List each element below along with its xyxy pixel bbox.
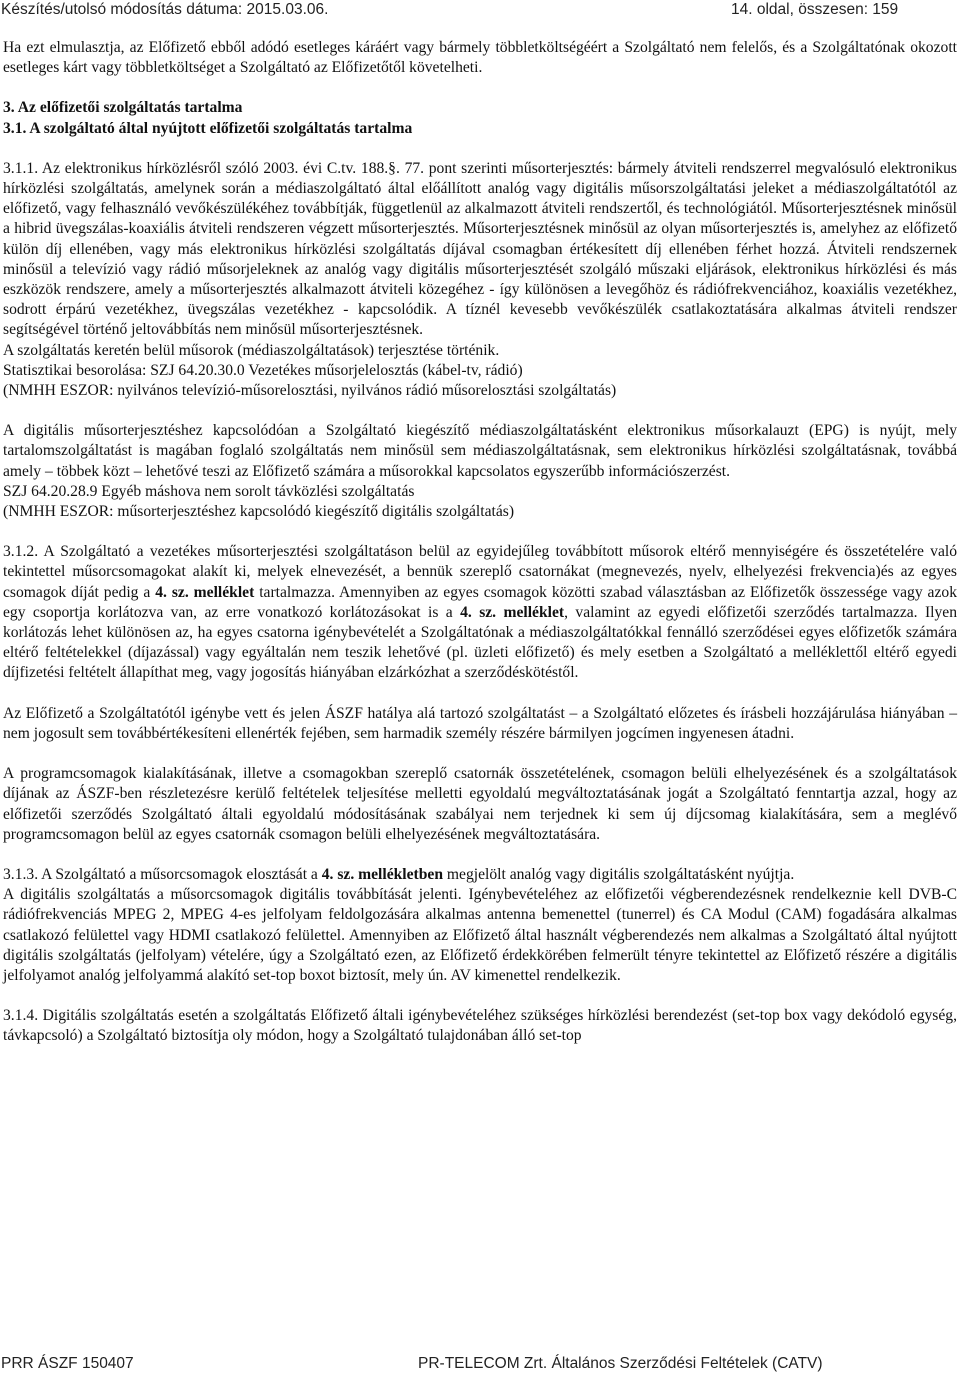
paragraph: (NMHH ESZOR: nyilvános televízió-műsorelosztási, nyilvános rádió műsorelosztási szolgáltatás) <box>3 382 617 400</box>
text-run: tartalmazza. Amennyiben az egyes csomagok közötti szabad választásban az Előfizetők összessége vagy azok egy csoportja korlátozva van, az erre vonatkozó korlátozásokat is a <box>3 583 957 621</box>
text-run: 3.1.2. A Szolgáltató a vezetékes műsorterjesztési szolgáltatáson belül az egyidejűleg továbbított műsorok eltérő mennyiségére és összetételére való tekintettel műsorcsomagokat alakít ki, melyek elnevezését, a bennük szereplő csatornákat (megnevezés, nyelv, elhelyezési frekvencia)és az egyes csomagok díját pedig a <box>3 543 957 601</box>
annex-reference: 4. sz. melléklet <box>460 603 565 621</box>
modification-date: Készítés/utolsó módosítás dátuma: 2015.03.06. <box>1 1 329 18</box>
paragraph <box>3 865 957 885</box>
document-code: PRR ÁSZF 150407 <box>1 1355 134 1372</box>
paragraph: SZJ 64.20.28.9 Egyéb máshova nem sorolt távközlési szolgáltatás <box>3 482 415 500</box>
annex-reference: 4. sz. melléklet <box>155 583 255 601</box>
page-footer <box>0 1355 960 1377</box>
paragraph: 3.1.1. Az elektronikus hírközlésről szóló 2003. évi C.tv. 188.§. 77. pont szerinti műsorterjesztés: bármely átviteli rendszerrel megvalósuló elektronikus hírközlési szolgáltatás, amelynek során a médiaszolgáltató által előállított analóg vagy digitális műsorszolgáltatási jeleket a médiaszolgáltatótól az előfizető, vagy felhasználó vevőkészülékéhez továbbítják, függetlenül az alkalmazott átviteli rendszertől, és technológiától. Műsorterjesztésnek minősül a hibrid üvegszálas-koaxiális átviteli rendszeren végzett műsorterjesztés. Műsorterjesztésnek minősül az olyan műsorterjesztés is, amelyhez az előfizető külön díj ellenében, vagy más elektronikus hírközlési szolgáltatás díjával csomagban értékesített díj ellenében férhet hozzá. Átviteli rendszernek minősül a televízió vagy rádió műsorjeleknek az analóg vagy digitális műsorterjesztését szolgáló műszaki eljárások, elektronikus hírközlési és más eszközök rendszere, amely a műsorterjesztés alkalmazott átviteli közegéhez - így különösen a levegőhöz és rádiófrekvenciához, koaxiális vezetékhez, sodrott érpárú vezetékhez, üvegszálas vezetékhez - kapcsolódik. A tíznél kevesebb vevőkészülék csatlakoztatására alkalmas átviteli rendszer segítségével történő jeltovábbítás nem minősül műsorterjesztésnek. <box>3 159 957 339</box>
paragraph: 3.1.4. Digitális szolgáltatás esetén a szolgáltatás Előfizető általi igénybevételéhez szükséges hírközlési berendezést (set-top box vagy dekódoló egység, távkapcsoló) a Szolgáltató biztosítja oly módon, hogy a Szolgáltató tulajdonában álló set-top <box>3 1007 957 1045</box>
paragraph: Statisztikai besorolása: SZJ 64.20.30.0 Vezetékes műsorjelelosztás (kábel-tv, rádió) <box>3 361 523 379</box>
paragraph: Ha ezt elmulasztja, az Előfizető ebből adódó esetleges káráért vagy bármely többletköltségéért a Szolgáltató nem felelős, és a Szolgáltatónak okozott esetleges kárt vagy többletköltséget a Szolgáltató az Előfizetőtől követelheti. <box>3 39 957 77</box>
document-body <box>3 38 957 1047</box>
paragraph: Az Előfizető a Szolgáltatótól igénybe vett és jelen ÁSZF hatálya alá tartozó szolgáltatást – a Szolgáltató előzetes és írásbeli hozzájárulása hiányában – nem jogosult sem továbbértékesíteni ellenérték fejében, sem harmadik személy részére bármilyen jogcímen ingyenesen átadni. <box>3 704 957 742</box>
paragraph: A digitális szolgáltatás a műsorcsomagok digitális továbbítását jelenti. Igénybevételéhez az előfizetői végberendezésnek rendelkeznie kell DVB-C rádiófrekvenciás MPEG 2, MPEG 4-es jelfolyam feldolgozására alkalmas antenna bemenettel (tunerrel) és CA Modul (CAM) fogadására alkalmas csatlakozó felülettel vagy HDMI csatlakozó felülettel. Amennyiben az Előfizető által használt végberendezés nem alkalmas a Szolgáltató által nyújtott digitális szolgáltatás (jelfolyam) vételére, úgy a Szolgáltató ezen, az Előfizető érdekkörében felmerült tényre tekintettel az Előfizető részére a digitális jelfolyamot analóg jelfolyammá alakító set-top boxot biztosít, mely ún. AV kimenettel rendelkezik. <box>3 886 957 984</box>
subsection-heading: 3.1. A szolgáltató által nyújtott előfizetői szolgáltatás tartalma <box>3 119 413 137</box>
paragraph: A digitális műsorterjesztéshez kapcsolódóan a Szolgáltató kiegészítő médiaszolgáltatásként elektronikus műsorkalauzt (EPG) is nyújt, mely tartalomszolgáltatást is magában foglaló szolgáltatás nem minősül sem médiaszolgáltatásnak, sem elektronikus hírközlési szolgáltatásnak, továbbá amely – többek közt – lehetővé teszi az Előfizető számára a műsorokkal kapcsolatos egyszerűbb információszerzést. <box>3 422 957 480</box>
annex-reference: 4. sz. mellékletben <box>321 865 444 883</box>
text-run: megjelölt analóg vagy digitális szolgáltatásként nyújtja. <box>443 865 795 883</box>
text-run: , valamint az egyedi előfizetői szerződés tartalmazza. Ilyen korlátozás lehet különösen az, ha egyes csatorna igénybevételét a Szolgáltatónak a médiaszolgáltatókkal fennálló szerződései egyes előfizetők számára eltérő feltételekkel (díjazással) vagy egyáltalán nem teszik lehetővé (pl. üzleti előfizető) és mely esetben a Szolgáltató a melléklettől eltérő egyedi díjfizetési feltételt állapíthat meg, vagy jogosítás hiányában elzárkózhat a szerződéskötéstől. <box>3 603 958 682</box>
paragraph: (NMHH ESZOR: műsorterjesztéshez kapcsolódó kiegészítő digitális szolgáltatás) <box>3 503 515 521</box>
document-title: PR-TELECOM Zrt. Általános Szerződési Feltételek (CATV) <box>418 1355 823 1372</box>
page-header <box>0 0 960 20</box>
page-number: 14. oldal, összesen: 159 <box>731 1 899 18</box>
text-run: 3.1.3. A Szolgáltató a műsorcsomagok elosztását a <box>3 865 322 883</box>
paragraph: A programcsomagok kialakításának, illetve a csomagokban szereplő csatornák összetételének, csomagon belüli elhelyezésének és a szolgáltatások díjának az ÁSZF-ben részletezésre kerülő feltételek teljesítése melletti egyoldalú megváltoztatásának jogát a Szolgáltató fenntartja azzal, hogy az előfizetői szerződés Szolgáltató általi egyoldalú módosításának szabályai nem terjednek ki sem új díjcsomag kialakítására, sem a meglévő programcsomagon belül az egyes csatornák csomagon belüli elhelyezésének megváltoztatására. <box>3 765 957 843</box>
paragraph <box>3 542 957 683</box>
paragraph: A szolgáltatás keretén belül műsorok (médiaszolgáltatások) terjesztése történik. <box>3 341 500 359</box>
section-heading: 3. Az előfizetői szolgáltatás tartalma <box>3 99 243 117</box>
